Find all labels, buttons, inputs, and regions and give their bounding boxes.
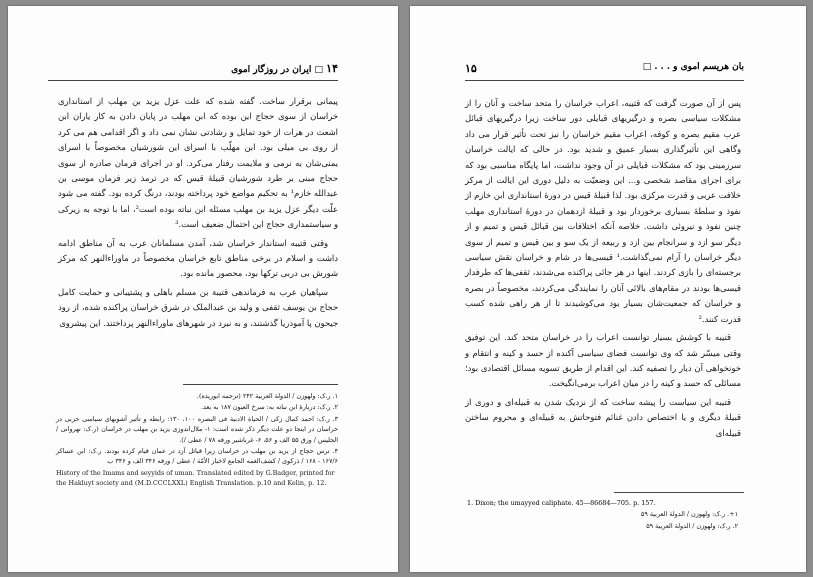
left-footnote-rule [183, 384, 338, 385]
right-footnote-rule [614, 492, 744, 493]
left-footnotes [56, 391, 338, 490]
left-header-rule [48, 80, 338, 81]
right-running-header [465, 62, 744, 78]
right-header-rule [465, 80, 744, 81]
left-paragraph: پیمانی برقرار ساخت. گفته شده که علت عزل یزید بن مهلب از استانداری خراسان از سوی حجاج این بوده که ابن مهلب در پایان دادن به کار یاران ابن اشعث در هرات از خود تمایل و رشادتی نشان نمی داد و اگر اقدامی هم می کرد از روی بی میلی بود. ابن مهلّب با اسرای این شورشیان مخصوصاً با اسرای یمنی‌شان به نرمی و ملایمت رفتار می‌کرد. او در اجرای فرمان صادره از سوی حجاج مبنی بر طرد شورشیان قبیلهٔ قیس که در ترمذ زیر فرمان موسی بن عبدالله خازم¹ به تحکیم مواضع خود پرداخته بودند، درنگ کرده بود. گفته می شود علّت دیگر عزل یزید بن مهلب مسئله ابن نباته بوده است²، اما با توجه به زیرکی و سیاستمداری حجاج این احتمال ضعیف است.³ [58, 96, 338, 230]
footnote: ۴. ترس حجاج از یزید بن مهلب در خراسان زیرا قبائل آزد در عمان قیام کرده بودند. ر.ک: ابن عساکر ۱۶۷/۶ - ۱۶۸ / ذرکوی / کشف‌الغمه الجامع لاخبار الأمّة / عطی / ورقه ۳۴۶ الف و ۳۴۶ ب [56, 447, 338, 466]
left-header-title: □ ایران در روزگار اموی [231, 65, 324, 75]
right-paragraph: قتیبه این سیاست را پیشه ساخت که از نزدیک شدن به قبیله‌ای و دوری از قبیلهٔ دیگری و یا اختصاص دادن غنائم فتوحاتش به قبیله‌ای و محروم ساختن قبیله‌ای [465, 396, 741, 438]
right-header-title: بان هریسم اموی و . . . □ [642, 62, 744, 72]
left-body-text [58, 94, 338, 334]
left-page-number: ۱۴ [326, 62, 338, 75]
footnote: ۱+. ر.ک: ولهوزن / الدولة العربية ۵۹ [640, 510, 738, 519]
right-paragraph: قتیبه با کوشش بسیار توانست اعراب را در خراسان متحد کند. این توفیق وقتی میسّر شد که وی توانست فضای سیاسی آکنده از حسد و کینه و انتقام و خونخواهی آن دیار را تصفیه کند. این اقدام از طریق تسویه مسائل اقتصادی بود؛ مسائلی که حسد و کینه را در میان اعراب برمی‌انگیخت. [465, 332, 741, 389]
left-paragraph: وقتی قتیبه استاندار خراسان شد، آمدن مسلمانان عرب به آن مناطق ادامه داشت و اسلام در برخی مناطق تابع خراسان مخصوصاً در ماوراءالنهر که مرکز شورش بی دربی ترکها بود، محصور مانده بود. [58, 237, 338, 279]
right-page [410, 6, 806, 572]
footnote-english: 1. Dixon; the umayyed caliphate. 45—86684—705. p. 157. [467, 499, 656, 507]
footnote: ۳. ر.ک: احمد کمال زکی / الحیاة الادبیة فی البصره ۱۰۰، ۱۳۰: رابطه و تأثیر آشوبهای سیاسی حزبی در خراسان در اینجا دو علت دیگر ذکر شده است: ۱- ملال‌اندوزی یزید بن مهلب در خراسان (ر.ک: نهروانی / الجلیس / ورق ۵۵ الف و ۵۶، ۶- غرباشیر ورقه ۷۸ / عطی /). [56, 414, 338, 444]
footnote: ۲. ر.ک: دربارهٔ ابن نباته به: سرخ العیون ۱۸۷ به بعد. [200, 403, 338, 412]
footnote: ۲. ر.ک: ولهوزن / الدولة العربية ۵۹ [646, 521, 738, 530]
footnote-english: History of the Imams and seyyids of uman. Translated edited by G.Badger, printed for the Hakluyt society and (M.D.CCCLXXL) English Translation. p.10 and Kelin, p. 12. [56, 468, 335, 488]
right-body-text [465, 96, 741, 444]
footnote: ۱. ر.ک: ولهوزن / الدولة العربية ۲۴۲ (ترجمه ابوریده). [196, 392, 338, 400]
left-paragraph: سپاهیان عرب به فرماندهی قتیبة بن مسلم باهلی و پشتیبانی و حمایت کامل حجاج بن یوسف ثقفی و ولید بن عبدالملک در شرق خراسان پراکنده شده، از رود جیحون پا آمودریا گذشتند، و به نبرد در شهرهای ماوراءالنهر پرداختند. این پیشروی [58, 286, 338, 328]
left-page [8, 6, 398, 572]
right-page-number: ۱۵ [465, 62, 477, 75]
right-paragraph: پس از آن صورت گرفت که قتیبه، اعراب خراسان را متحد ساخت و آنان را از مشکلات سیاسی بصره و درگیریهای قبایلی دور ساخت زیرا درگیریهای قبائل عرب مقیم بصره و کوفه، اعراب مقیم خراسان را نیز تحت تأثیر قرار می داد وگاهی این تأثیرگذاری بسیار عمیق و شدید بود. در حالی که ایالت خراسان سرزمینی بود که مشکلات قبایلی در آن وجود نداشت، اما پایگاه مناسبی بود که برای اجرای مقاصد شخصی و... این وضعیّت به دلیل دوری این ایالت از مرکز خلافت عربی و قدرت مرکزی بود. لذا قبیلهٔ قیس در دورهٔ استانداری ابن خازم از نفوذ و سلطهٔ بسیاری برخوردار بود و قبیلهٔ ازدهمان در دورهٔ استانداری مهلب چنین نفوذ و نیروئی داشت. خلاصه آنکه اختلافات بین قبائل قیس و تمیم و از دیگر سو ازد و سرانجام بین ازد و ربیعه از یک سو و بین قیس و تمیم از سوی دیگر خراسان را آرام نمی‌گذاشت.¹ قیسی‌ها در شام و خراسان نقش سیاسی برجسته‌ای را بازی کردند. اینها در هر جائی پراکنده می‌شدند، ثقفی‌ها که طرفدار قیسی‌ها بودند در مقام‌های بالائی آنان را نمایندگی می‌کردند، مخصوصاً در بصره و خراسان که جمعیت‌شان بسیار بود می‌کوشیدند تا از هر راهی شده کسب قدرت کنند.² [465, 98, 741, 324]
left-running-header [48, 62, 338, 78]
right-footnotes [467, 498, 738, 532]
